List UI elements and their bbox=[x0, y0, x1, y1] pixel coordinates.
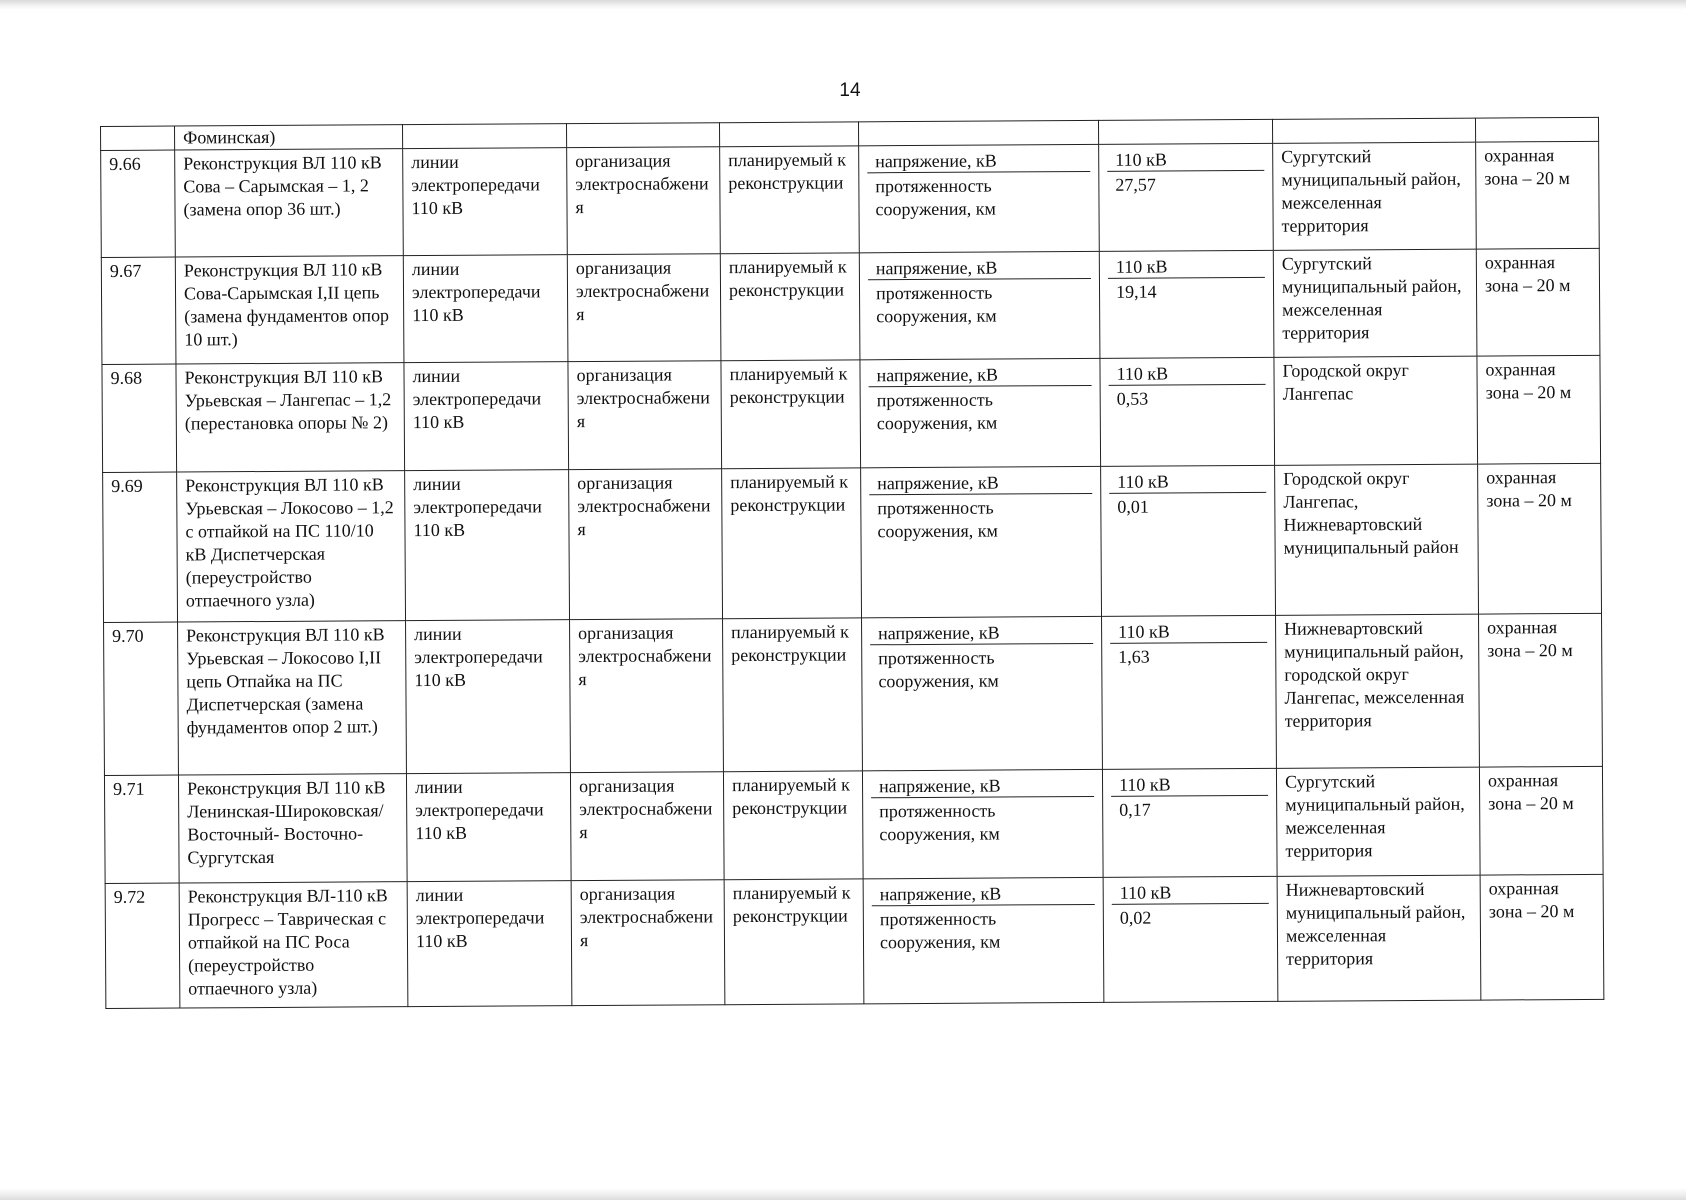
table-row bbox=[104, 766, 1603, 883]
value-voltage: 110 кВ bbox=[1110, 618, 1267, 644]
table-row bbox=[103, 463, 1602, 622]
protection-zone: охранная зона – 20 м bbox=[1478, 463, 1602, 614]
row-number: 9.66 bbox=[101, 150, 176, 257]
cell-empty bbox=[101, 126, 175, 150]
scan-edge-bottom bbox=[0, 1188, 1686, 1200]
param-voltage: напряжение, кВ bbox=[867, 147, 1090, 173]
row-number: 9.72 bbox=[105, 883, 180, 1008]
row-number: 9.68 bbox=[102, 364, 177, 472]
protection-zone: охранная зона – 20 м bbox=[1480, 874, 1604, 1000]
values-cell bbox=[1099, 250, 1274, 358]
param-voltage: напряжение, кВ bbox=[871, 772, 1094, 798]
object-name: Реконструкция ВЛ 110 кВ Сова-Сарымская I,II цепь (замена фундаментов опор 10 шт.) bbox=[175, 256, 404, 364]
object-status: планируемый к реконструкции bbox=[722, 468, 862, 619]
characteristics-cell bbox=[862, 769, 1103, 878]
object-name: Реконструкция ВЛ-110 кВ Прогресс – Таврическая с отпайкой на ПС Роса (переустройство отпаечного узла) bbox=[179, 882, 408, 1008]
characteristics-cell bbox=[860, 358, 1101, 467]
object-type: линии электропередачи 110 кВ bbox=[405, 470, 570, 621]
object-name: Реконструкция ВЛ 110 кВ Урьевская – Локосово I,II цепь Отпайка на ПС Диспетчерская (замена фундаментов опор 2 шт.) bbox=[178, 621, 407, 775]
object-location: Городской округ Лангепас bbox=[1274, 356, 1478, 465]
table-row bbox=[101, 141, 1600, 257]
value-length: 0,02 bbox=[1119, 907, 1152, 928]
object-name: Реконструкция ВЛ 110 кВ Сова – Сарымская – 1, 2 (замена опор 36 шт.) bbox=[175, 149, 404, 257]
param-length: протяженность сооружения, км bbox=[878, 647, 999, 692]
values-cell bbox=[1099, 143, 1274, 251]
param-length: протяженность сооружения, км bbox=[875, 175, 996, 220]
cell-empty bbox=[1475, 117, 1598, 142]
object-location: Нижневартовский муниципальный район, межселенная территория bbox=[1277, 875, 1481, 1001]
cell-empty bbox=[1272, 118, 1475, 143]
row-number: 9.71 bbox=[104, 775, 179, 883]
table-row bbox=[101, 248, 1600, 364]
value-voltage: 110 кВ bbox=[1112, 879, 1269, 905]
value-length: 0,01 bbox=[1117, 496, 1149, 517]
table-row bbox=[104, 613, 1603, 775]
characteristics-cell bbox=[861, 466, 1102, 617]
characteristics-cell bbox=[859, 251, 1100, 359]
characteristics-cell bbox=[859, 144, 1100, 252]
characteristics-cell bbox=[862, 616, 1103, 770]
values-cell bbox=[1102, 615, 1277, 769]
values-cell bbox=[1102, 768, 1277, 877]
protection-zone: охранная зона – 20 м bbox=[1479, 613, 1603, 767]
object-purpose: организация электроснабжения bbox=[571, 880, 725, 1006]
values-cell bbox=[1100, 357, 1275, 466]
object-type: линии электропередачи 110 кВ bbox=[406, 620, 571, 774]
object-status: планируемый к реконструкции bbox=[723, 618, 863, 772]
protection-zone: охранная зона – 20 м bbox=[1477, 355, 1601, 464]
values-cell bbox=[1103, 876, 1278, 1002]
protection-zone: охранная зона – 20 м bbox=[1476, 141, 1600, 249]
page-number: 14 bbox=[839, 80, 861, 101]
param-voltage: напряжение, кВ bbox=[869, 469, 1092, 495]
object-location: Городской округ Лангепас, Нижневартовский муниципальный район bbox=[1275, 464, 1479, 615]
param-voltage: напряжение, кВ bbox=[872, 880, 1095, 906]
object-type: линии электропередачи 110 кВ bbox=[404, 362, 569, 471]
param-length: протяженность сооружения, км bbox=[877, 497, 998, 542]
object-purpose: организация электроснабжения bbox=[568, 361, 722, 470]
table-body bbox=[101, 117, 1604, 1008]
values-cell bbox=[1101, 465, 1276, 616]
object-type: линии электропередачи 110 кВ bbox=[403, 148, 568, 256]
object-location: Нижневартовский муниципальный район, городской округ Лангепас, межселенная территория bbox=[1276, 614, 1480, 768]
objects-table bbox=[100, 117, 1604, 1009]
value-voltage: 110 кВ bbox=[1109, 468, 1266, 494]
protection-zone: охранная зона – 20 м bbox=[1479, 766, 1603, 875]
param-length: протяженность сооружения, км bbox=[879, 800, 1000, 845]
value-length: 19,14 bbox=[1115, 281, 1157, 302]
value-voltage: 110 кВ bbox=[1107, 146, 1264, 172]
object-location: Сургутский муниципальный район, межселенная территория bbox=[1276, 767, 1480, 876]
value-length: 0,53 bbox=[1116, 388, 1149, 409]
value-voltage: 110 кВ bbox=[1108, 360, 1265, 386]
object-purpose: организация электроснабжения bbox=[567, 147, 721, 255]
object-status: планируемый к реконструкции bbox=[724, 879, 864, 1005]
param-length: протяженность сооружения, км bbox=[879, 908, 1001, 953]
object-name: Реконструкция ВЛ 110 кВ Урьевская – Локосово – 1,2 с отпайкой на ПС 110/10 кВ Диспетчерская (переустройство отпаечного узла) bbox=[177, 471, 406, 622]
cell-empty bbox=[402, 124, 566, 149]
object-purpose: организация электроснабжения bbox=[569, 469, 723, 620]
row-number: 9.67 bbox=[101, 257, 176, 364]
param-length: протяженность сооружения, км bbox=[875, 282, 997, 327]
row-number: 9.69 bbox=[103, 472, 178, 622]
object-location: Сургутский муниципальный район, межселенная территория bbox=[1273, 142, 1477, 250]
protection-zone: охранная зона – 20 м bbox=[1476, 248, 1600, 356]
characteristics-cell bbox=[863, 877, 1104, 1003]
scan-edge-top bbox=[0, 0, 1686, 10]
value-length: 0,17 bbox=[1119, 799, 1151, 820]
table-row bbox=[105, 874, 1604, 1008]
object-purpose: организация электроснабжения bbox=[570, 772, 724, 881]
cell-empty bbox=[566, 123, 719, 148]
object-purpose: организация электроснабжения bbox=[570, 619, 724, 773]
param-length: протяженность сооружения, км bbox=[876, 389, 998, 434]
table-row bbox=[102, 355, 1601, 472]
value-voltage: 110 кВ bbox=[1111, 771, 1268, 797]
param-voltage: напряжение, кВ bbox=[870, 619, 1093, 645]
cell-empty bbox=[1098, 119, 1272, 144]
object-type: линии электропередачи 110 кВ bbox=[403, 255, 568, 363]
cell-empty bbox=[719, 122, 858, 147]
object-type: линии электропередачи 110 кВ bbox=[406, 773, 571, 882]
object-status: планируемый к реконструкции bbox=[721, 360, 861, 469]
cell-empty bbox=[858, 120, 1098, 145]
value-length: 27,57 bbox=[1115, 174, 1156, 195]
param-voltage: напряжение, кВ bbox=[868, 254, 1091, 280]
object-status: планируемый к реконструкции bbox=[723, 771, 863, 880]
row-number: 9.70 bbox=[104, 622, 179, 775]
object-name: Реконструкция ВЛ 110 кВ Урьевская – Лангепас – 1,2 (перестановка опоры № 2) bbox=[176, 363, 405, 472]
value-voltage: 110 кВ bbox=[1108, 253, 1265, 279]
continuation-text: Фоминская) bbox=[175, 125, 403, 150]
object-status: планируемый к реконструкции bbox=[720, 253, 860, 361]
value-length: 1,63 bbox=[1118, 646, 1150, 667]
param-voltage: напряжение, кВ bbox=[868, 361, 1091, 387]
object-location: Сургутский муниципальный район, межселенная территория bbox=[1273, 249, 1477, 357]
object-purpose: организация электроснабжения bbox=[567, 254, 721, 362]
object-type: линии электропередачи 110 кВ bbox=[407, 881, 572, 1007]
object-status: планируемый к реконструкции bbox=[720, 146, 860, 254]
object-name: Реконструкция ВЛ 110 кВ Ленинская-Широковская/Восточный- Восточно-Сургутская bbox=[178, 774, 407, 883]
